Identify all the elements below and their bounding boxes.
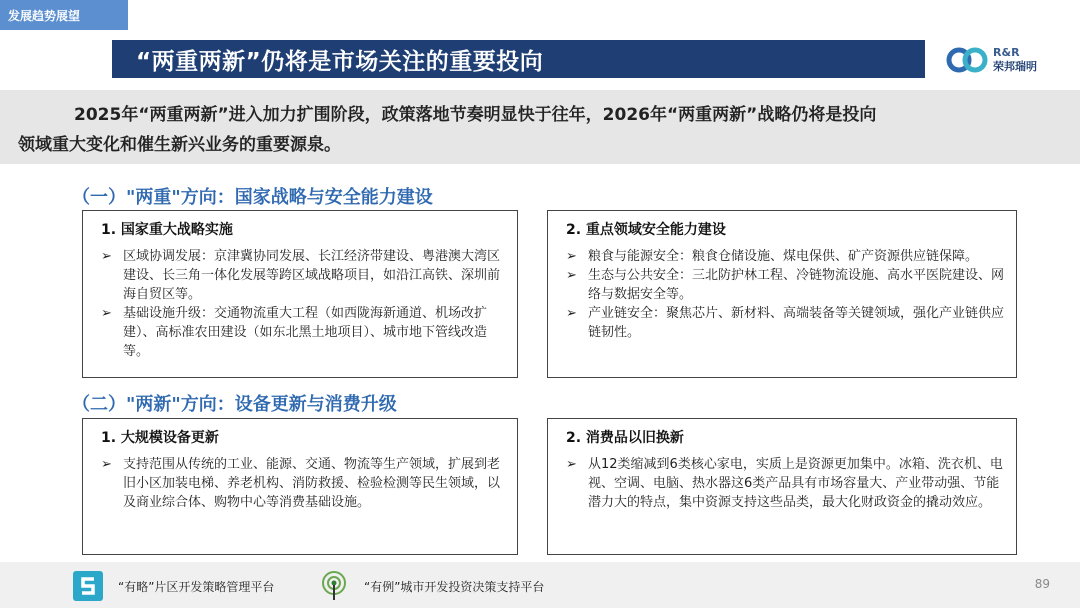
list-item: ➢ 生态与公共安全：三北防护林工程、冷链物流设施、高水平医院建设、网络与数据安全等。 (566, 268, 1005, 302)
list-item: ➢ 区域协调发展：京津冀协同发展、长江经济带建设、粤港澳大湾区建设、长三角一体化发展等跨区域战略项目，如沿江高铁、深圳前海自贸区等。 (101, 249, 501, 302)
arrow-bullet-icon: ➢ (566, 457, 577, 472)
box-trade-in (547, 418, 1017, 555)
logo-text-bottom: 荣邦瑞明 (993, 60, 1037, 73)
page-title: “两重两新”仍将是市场关注的重要投向 (112, 40, 925, 78)
arrow-bullet-icon: ➢ (566, 268, 577, 283)
rr-logo-icon (945, 45, 989, 75)
list-item: ➢ 粮食与能源安全：粮食仓储设施、煤电保供、矿产资源供应链保障。 (566, 249, 979, 264)
list-item: ➢ 产业链安全：聚焦芯片、新材料、高端装备等关键领域，强化产业链供应链韧性。 (566, 306, 1005, 340)
footer-platform-youli: “有例”城市开发投资决策支持平台 (318, 570, 544, 602)
intro-paragraph (0, 90, 1080, 164)
box-equipment-upgrade (82, 418, 518, 555)
section-tag: 发展趋势展望 (0, 0, 128, 30)
footer-platform-youlue: “有略”片区开发策略管理平台 (72, 570, 274, 602)
box-security-capability (547, 210, 1017, 378)
section-heading-liangzhong: （一）"两重"方向：国家战略与安全能力建设 (72, 187, 433, 208)
logo-text-top: R&R (993, 46, 1020, 59)
youli-logo-icon (318, 570, 350, 602)
box-title: 2. 重点领域安全能力建设 (566, 222, 726, 238)
list-item: ➢ 基础设施升级：交通物流重大工程（如西陇海新通道、机场改扩建）、高标准农田建设（如东北黑土地项目）、城市地下管线改造等。 (101, 306, 488, 359)
page-number: 89 (1034, 577, 1050, 591)
arrow-bullet-icon: ➢ (566, 306, 577, 321)
company-logo (945, 38, 1075, 82)
arrow-bullet-icon: ➢ (566, 249, 577, 264)
youlue-logo-icon (72, 570, 104, 602)
arrow-bullet-icon: ➢ (101, 306, 112, 321)
list-item: ➢ 支持范围从传统的工业、能源、交通、物流等生产领域，扩展到老旧小区加装电梯、养老机构、消防救援、检验检测等民生领域，以及商业综合体、购物中心等消费基础设施。 (101, 457, 501, 510)
box-national-strategy (82, 210, 518, 378)
footer (0, 562, 1080, 608)
arrow-bullet-icon: ➢ (101, 457, 112, 472)
box-title: 1. 国家重大战略实施 (101, 222, 233, 238)
box-title: 2. 消费品以旧换新 (566, 430, 684, 446)
list-item: ➢ 从12类缩减到6类核心家电，实质上是资源更加集中。冰箱、洗衣机、电视、空调、电脑、热水器这6类产品具有市场容量大、产业带动强、节能潜力大的特点，集中资源支持这些品类，最大化财政资金的撬动效应。 (566, 457, 1003, 510)
intro-line-2: 领域重大变化和催生新兴业务的重要源泉。 (18, 135, 341, 155)
arrow-bullet-icon: ➢ (101, 249, 112, 264)
intro-line-1: 2025年“两重两新”进入加力扩围阶段，政策落地节奏明显快于往年，2026年“两重两新”战略仍将是投向 (74, 105, 877, 125)
box-title: 1. 大规模设备更新 (101, 430, 219, 446)
section-heading-liangxin: （二）"两新"方向：设备更新与消费升级 (72, 394, 397, 415)
